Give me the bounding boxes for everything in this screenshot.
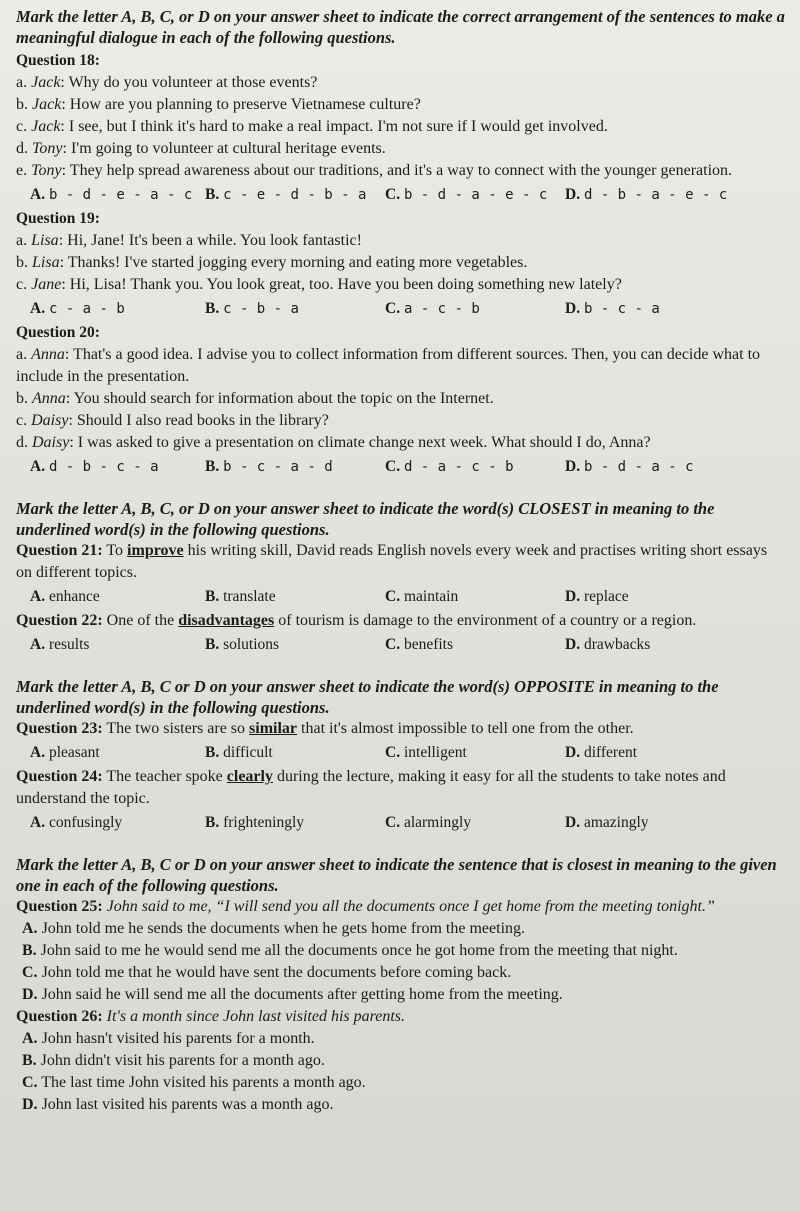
option-c[interactable]: C. intelligent xyxy=(385,744,467,761)
option-c[interactable]: C. John told me that he would have sent the documents before coming back. xyxy=(22,964,512,981)
line-text: : I see, but I think it's hard to make a real impact. I'm not sure if I would get involved. xyxy=(60,118,608,135)
option-d[interactable]: D. John said he will send me all the documents after getting home from the meeting. xyxy=(22,986,563,1003)
option-d[interactable]: D. drawbacks xyxy=(565,636,651,653)
section-instruction-opposite: Mark the letter A, B, C or D on your answer sheet to indicate the word(s) OPPOSITE in meaning to the underlined word(s) in the following questions. xyxy=(16,677,719,717)
section-instruction-arrangement: Mark the letter A, B, C, or D on your answer sheet to indicate the correct arrangement of the sentences to make a meaningful dialogue in each of the following questions. xyxy=(16,7,785,47)
dialogue-line xyxy=(16,72,786,94)
option-b[interactable]: B. John said to me he would send me all the documents once he got home from the meeting that night. xyxy=(22,942,678,959)
speaker: Jack xyxy=(31,118,61,135)
spacer xyxy=(16,836,786,854)
question-stem: Question 22: One of the disadvantages of tourism is damage to the environment of a country or a region. xyxy=(16,612,697,629)
question-21 xyxy=(16,540,786,608)
line-prefix: e. xyxy=(16,162,32,179)
option-a[interactable]: A. b - d - e - a - c xyxy=(30,186,193,203)
dialogue-line: c. Daisy: Should I also read books in the library? xyxy=(16,412,329,429)
speaker: Jack xyxy=(32,96,62,113)
line-prefix: c. xyxy=(16,118,32,135)
option-d[interactable]: D. d - b - a - e - c xyxy=(565,186,728,203)
option-a[interactable]: A. results xyxy=(30,636,90,653)
option-c[interactable]: C. The last time John visited his parents a month ago. xyxy=(22,1074,366,1091)
speaker: Jack xyxy=(31,74,61,91)
question-19 xyxy=(16,209,786,320)
line-text: : I'm going to volunteer at cultural heritage events. xyxy=(62,140,386,157)
option-d[interactable]: D. b - d - a - c xyxy=(565,458,694,475)
dialogue-line xyxy=(16,94,786,116)
dialogue-line: a. Anna: That's a good idea. I advise you to collect information from different sources. Then, you can decide what to include in the presentation. xyxy=(16,346,761,385)
option-c[interactable]: C. a - c - b xyxy=(385,300,480,317)
option-b[interactable]: B. c - e - d - b - a xyxy=(205,186,367,203)
option-c[interactable]: C. maintain xyxy=(385,588,459,605)
line-prefix: d. xyxy=(16,140,32,157)
option-a[interactable]: A. John hasn't visited his parents for a month. xyxy=(22,1030,315,1047)
option-a[interactable]: A. pleasant xyxy=(30,744,100,761)
line-prefix: b. xyxy=(16,96,32,113)
speaker: Tony xyxy=(31,162,62,179)
question-stem: Question 25: John said to me, “I will send you all the documents once I get home from the meeting tonight.” xyxy=(16,898,715,915)
option-b[interactable]: B. c - b - a xyxy=(205,300,299,317)
dialogue-line xyxy=(16,160,786,182)
question-23 xyxy=(16,718,786,764)
option-b[interactable]: B. frighteningly xyxy=(205,814,305,831)
question-20 xyxy=(16,323,786,478)
question-stem: Question 24: The teacher spoke clearly during the lecture, making it easy for all the students to take notes and understand the topic. xyxy=(16,768,726,807)
option-a[interactable]: A. c - a - b xyxy=(30,300,125,317)
speaker: Tony xyxy=(32,140,63,157)
option-a[interactable]: A. enhance xyxy=(30,588,100,605)
question-title: Question 18: xyxy=(16,52,100,69)
question-24 xyxy=(16,766,786,834)
answer-options xyxy=(16,812,786,834)
question-18 xyxy=(16,51,786,206)
dialogue-line: a. Lisa: Hi, Jane! It's been a while. You look fantastic! xyxy=(16,232,362,249)
spacer xyxy=(16,480,786,498)
dialogue-line xyxy=(16,138,786,160)
question-25 xyxy=(16,896,786,1006)
answer-options xyxy=(16,184,786,206)
line-prefix: a. xyxy=(16,74,32,91)
option-d[interactable]: D. different xyxy=(565,744,638,761)
question-title: Question 19: xyxy=(16,210,100,227)
option-d[interactable]: D. amazingly xyxy=(565,814,649,831)
line-text: : Why do you volunteer at those events? xyxy=(60,74,318,91)
option-b[interactable]: B. difficult xyxy=(205,744,273,761)
section-instruction-closest: Mark the letter A, B, C, or D on your answer sheet to indicate the word(s) CLOSEST in meaning to the underlined word(s) in the following questions. xyxy=(16,499,715,539)
dialogue-line: b. Anna: You should search for information about the topic on the Internet. xyxy=(16,390,494,407)
option-c[interactable]: C. alarmingly xyxy=(385,814,472,831)
question-22 xyxy=(16,610,786,656)
answer-options xyxy=(16,298,786,320)
dialogue-line: d. Daisy: I was asked to give a presentation on climate change next week. What should I do, Anna? xyxy=(16,434,651,451)
option-a[interactable]: A. John told me he sends the documents when he gets home from the meeting. xyxy=(22,920,526,937)
question-26 xyxy=(16,1006,786,1116)
section-instruction-sentence: Mark the letter A, B, C or D on your answer sheet to indicate the sentence that is closest in meaning to the given one in each of the following questions. xyxy=(16,855,777,895)
option-c[interactable]: C. b - d - a - e - c xyxy=(385,186,548,203)
answer-options xyxy=(16,742,786,764)
option-a[interactable]: A. d - b - c - a xyxy=(30,458,159,475)
option-b[interactable]: B. solutions xyxy=(205,636,280,653)
answer-options xyxy=(16,634,786,656)
option-b[interactable]: B. translate xyxy=(205,588,276,605)
dialogue-line xyxy=(16,116,786,138)
answer-options xyxy=(16,456,786,478)
answer-options xyxy=(16,586,786,608)
option-d[interactable]: D. John last visited his parents was a month ago. xyxy=(22,1096,334,1113)
question-stem: Question 26: It's a month since John last visited his parents. xyxy=(16,1008,406,1025)
option-b[interactable]: B. John didn't visit his parents for a month ago. xyxy=(22,1052,325,1069)
question-stem: Question 21: To improve his writing skill, David reads English novels every week and practises writing short essays on different topics. xyxy=(16,542,768,581)
spacer xyxy=(16,658,786,676)
option-c[interactable]: C. d - a - c - b xyxy=(385,458,514,475)
option-d[interactable]: D. replace xyxy=(565,588,629,605)
option-d[interactable]: D. b - c - a xyxy=(565,300,660,317)
option-b[interactable]: B. b - c - a - d xyxy=(205,458,333,475)
option-c[interactable]: C. benefits xyxy=(385,636,454,653)
question-title: Question 20: xyxy=(16,324,100,341)
line-text: : They help spread awareness about our traditions, and it's a way to connect with the younger generation. xyxy=(61,162,733,179)
dialogue-line: b. Lisa: Thanks! I've started jogging every morning and eating more vegetables. xyxy=(16,254,528,271)
question-stem: Question 23: The two sisters are so similar that it's almost impossible to tell one from the other. xyxy=(16,720,634,737)
line-text: : How are you planning to preserve Vietnamese culture? xyxy=(61,96,421,113)
dialogue-line: c. Jane: Hi, Lisa! Thank you. You look great, too. Have you been doing something new lately? xyxy=(16,276,622,293)
option-a[interactable]: A. confusingly xyxy=(30,814,123,831)
